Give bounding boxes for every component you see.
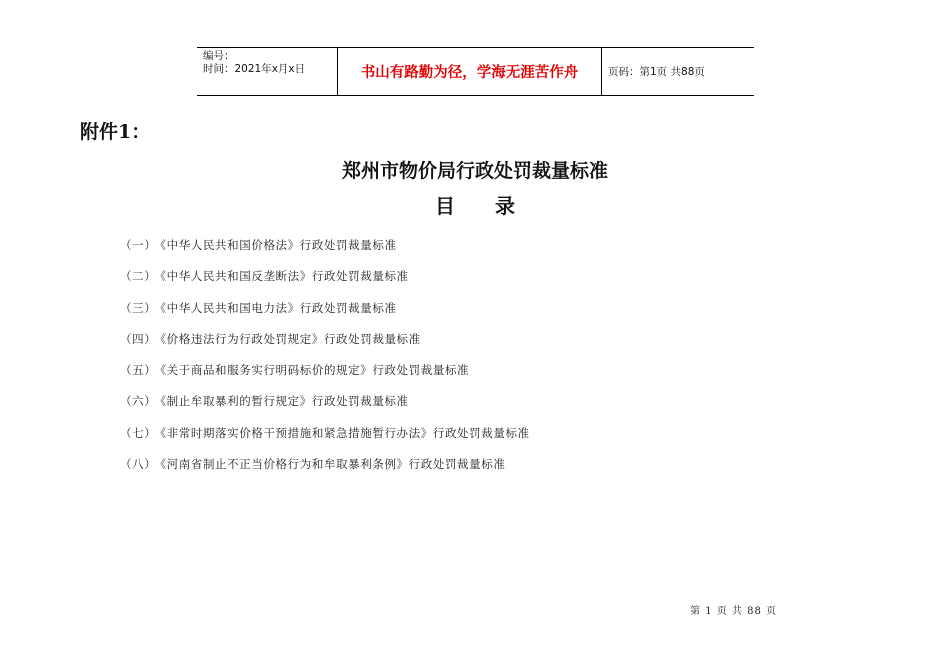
toc-item-text: 《价格违法行为行政处罚规定》行政处罚裁量标准	[160, 331, 421, 346]
toc-item	[120, 267, 530, 298]
toc-item-number: （四）	[120, 331, 157, 346]
document-title: 郑州市物价局行政处罚裁量标准	[341, 160, 608, 182]
toc-item-number: （二）	[120, 269, 157, 284]
time-label: 时间：2021年x月x日	[203, 63, 306, 75]
toc-item	[120, 330, 530, 361]
page-header-table	[197, 47, 754, 96]
toc-item	[120, 455, 530, 486]
toc-item-text: 《制止牟取暴利的暂行规定》行政处罚裁量标准	[160, 394, 409, 409]
toc-item-number: （八）	[120, 457, 157, 472]
toc-title: 目录	[435, 194, 555, 218]
toc-item	[120, 392, 530, 423]
table-of-contents	[120, 236, 530, 486]
toc-item-number: （六）	[120, 394, 157, 409]
toc-item-number: （三）	[120, 300, 157, 315]
header-motto: 书山有路勤为径，学海无涯苦作舟	[338, 48, 602, 95]
toc-item-number: （一）	[120, 238, 157, 252]
toc-item	[120, 424, 530, 455]
attachment-label: 附件1：	[80, 121, 151, 143]
toc-item-text: 《河南省制止不正当价格行为和牟取暴利条例》行政处罚裁量标准	[160, 457, 506, 472]
toc-item-text: 《中华人民共和国反垄断法》行政处罚裁量标准	[160, 269, 409, 284]
toc-item-text: 《中华人民共和国电力法》行政处罚裁量标准	[160, 300, 397, 315]
number-label: 编号：	[203, 50, 235, 62]
header-meta-cell	[197, 48, 338, 95]
page-footer: 第 1 页 共 88 页	[690, 606, 777, 617]
toc-item-text: 《关于商品和服务实行明码标价的规定》行政处罚裁量标准	[160, 363, 470, 378]
toc-item	[120, 361, 530, 392]
toc-item	[120, 236, 530, 267]
toc-item-text: 《中华人民共和国价格法》行政处罚裁量标准	[160, 238, 397, 252]
toc-item-number: （五）	[120, 363, 157, 378]
header-page-info: 页码：第1页 共88页	[608, 66, 705, 78]
toc-item-text: 《非常时期落实价格干预措施和紧急措施暂行办法》行政处罚裁量标准	[160, 425, 530, 440]
toc-item	[120, 299, 530, 330]
toc-item-number: （七）	[120, 425, 157, 440]
